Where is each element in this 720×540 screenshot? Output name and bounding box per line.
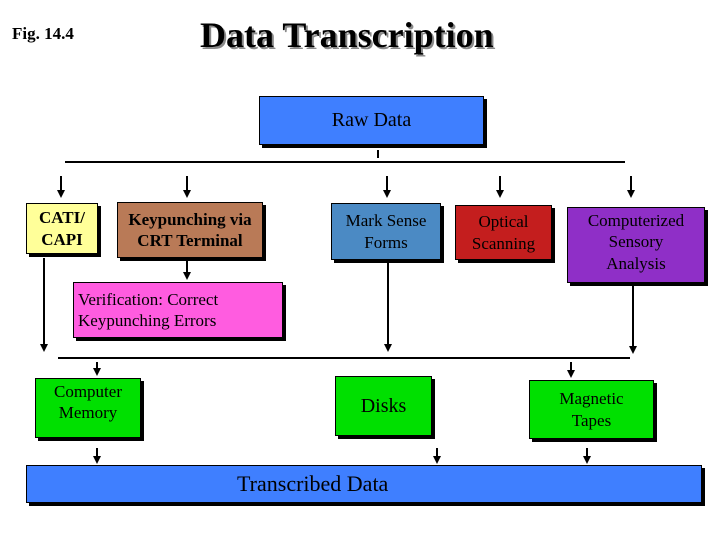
cati-capi-line-1: CATI/: [39, 208, 85, 228]
verification-box: [73, 282, 283, 338]
disks-box: [335, 376, 432, 436]
computerized-line-3: Analysis: [606, 253, 666, 273]
computer-memory-line-2: Memory: [58, 403, 118, 423]
optical-scanning-box: [455, 205, 552, 260]
optical-line-2: Scanning: [471, 233, 536, 253]
magnetic-tapes-box: [529, 380, 654, 439]
cati-capi-line-2: CAPI: [41, 229, 83, 249]
mark-sense-line-1: Mark Sense: [345, 211, 427, 231]
transcribed-data-label: Transcribed Data: [237, 471, 389, 497]
computerized-line-1: Computerized: [587, 211, 685, 230]
mark-sense-forms-box: [331, 203, 441, 260]
diagram-title: Data Transcription: [200, 15, 494, 55]
optical-line-1: Optical: [478, 212, 529, 232]
transcribed-data-box: [26, 465, 702, 503]
raw-data-box: [259, 96, 484, 145]
disks-label: Disks: [360, 394, 407, 417]
cati-capi-box: [26, 203, 98, 254]
computer-memory-line-1: Computer: [54, 382, 122, 401]
computerized-sensory-analysis-box: [567, 207, 705, 283]
figure-label: Fig. 14.4: [12, 24, 74, 43]
mark-sense-line-2: Forms: [364, 232, 408, 252]
verification-line-2: Keypunching Errors: [78, 311, 217, 330]
magnetic-tapes-line-1: Magnetic: [559, 389, 624, 409]
computerized-line-2: Sensory: [608, 232, 664, 252]
keypunching-box: [117, 202, 263, 258]
raw-data-label: Raw Data: [331, 109, 412, 131]
computer-memory-box: [35, 378, 141, 438]
verification-line-1: Verification: Correct: [78, 289, 219, 309]
keypunching-line-2: CRT Terminal: [137, 231, 243, 250]
keypunching-line-1: Keypunching via: [128, 209, 252, 229]
magnetic-tapes-line-2: Tapes: [571, 410, 612, 430]
